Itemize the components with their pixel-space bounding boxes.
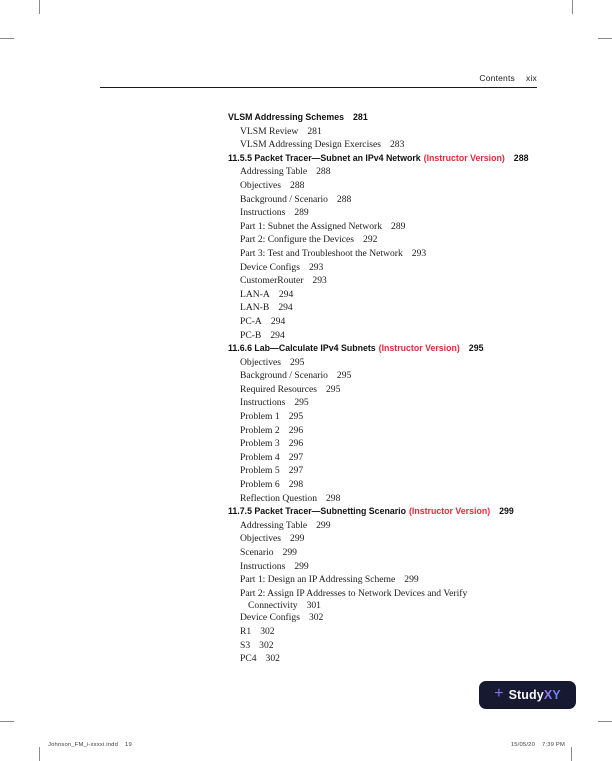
toc-entry xyxy=(228,315,558,329)
toc-entry xyxy=(228,111,558,125)
crop-mark xyxy=(598,721,612,722)
toc-entry xyxy=(228,179,558,193)
toc-entry-title: Addressing Table xyxy=(240,166,308,178)
toc-entry-page: 297 xyxy=(288,451,304,463)
toc-entry-title: Problem 2 xyxy=(240,424,280,436)
toc-entry xyxy=(228,233,558,247)
toc-entry xyxy=(228,611,558,625)
toc-entry-title: Objectives xyxy=(240,533,282,545)
toc-entry-page: 295 xyxy=(294,397,309,409)
toc-entry-page: 294 xyxy=(278,288,294,300)
wordmark-x: X xyxy=(543,688,553,702)
toc-entry xyxy=(228,478,558,492)
footer-slug-right xyxy=(511,742,565,748)
toc-entry-title: Problem 4 xyxy=(240,451,280,463)
toc-entry xyxy=(228,152,558,166)
toc-entry-page: 299 xyxy=(294,560,309,572)
toc-entry xyxy=(228,383,558,397)
toc-entry-title: Part 2: Assign IP Addresses to Network Devices and Verify xyxy=(240,587,468,599)
toc-entry-page: 281 xyxy=(307,125,322,137)
toc-entry xyxy=(228,369,558,383)
toc-entry-title: Part 1: Subnet the Assigned Network xyxy=(240,220,383,232)
instructor-version-label: (Instructor Version) xyxy=(423,152,505,163)
toc-entry-title: R1 xyxy=(240,625,252,637)
toc-entry-title: CustomerRouter xyxy=(240,275,304,287)
toc-entry-title: Reflection Question xyxy=(240,492,317,504)
toc-entry-title: Objectives xyxy=(240,179,282,191)
toc-entry xyxy=(228,625,558,639)
toc-entry-title: Objectives xyxy=(240,356,282,368)
wordmark-y: Y xyxy=(552,688,561,702)
toc-entry xyxy=(228,573,558,587)
toc-entry-title: VLSM Addressing Schemes xyxy=(228,112,345,122)
toc-entry-title: Background / Scenario xyxy=(240,193,328,205)
toc-entry-page: 302 xyxy=(260,625,275,637)
toc-entry xyxy=(228,587,558,612)
toc-entry-page: 298 xyxy=(288,479,304,491)
toc-entry xyxy=(228,652,558,666)
toc-entry-page: 288 xyxy=(316,166,331,178)
toc-entry-page: 294 xyxy=(278,302,293,314)
toc-entry xyxy=(228,424,558,438)
toc-entry-title: 11.5.5 Packet Tracer—Subnet an IPv4 Network xyxy=(228,152,421,163)
footer-page-number: 19 xyxy=(125,742,132,748)
toc-entry-title: Instructions xyxy=(240,397,286,409)
toc-entry-title: Part 2: Configure the Devices xyxy=(240,234,355,246)
toc-entry xyxy=(228,220,558,234)
toc-entry-title: Addressing Table xyxy=(240,519,308,531)
toc-entry-page: 301 xyxy=(306,600,321,612)
toc-entry xyxy=(228,125,558,139)
toc-entry-page: 293 xyxy=(411,247,427,259)
footer-date: 15/05/20 xyxy=(510,742,535,748)
toc-entry-page: 302 xyxy=(265,653,280,665)
toc-entry xyxy=(228,206,558,220)
toc-entry-title: 11.7.5 Packet Tracer—Subnetting Scenario xyxy=(228,506,406,517)
toc-entry xyxy=(228,356,558,370)
toc-entry xyxy=(228,193,558,207)
toc-entry-page: 299 xyxy=(282,547,297,558)
toc-entry-page: 296 xyxy=(288,424,304,436)
crop-mark xyxy=(572,0,573,14)
toc-entry-title: Required Resources xyxy=(240,383,317,395)
footer-filename: Johnson_FM_i-xxxxi.indd xyxy=(48,742,119,748)
toc-entry-page: 299 xyxy=(499,506,514,517)
toc-entry-page: 299 xyxy=(404,574,419,586)
toc-entry-page: 295 xyxy=(326,383,341,395)
toc-entry xyxy=(228,410,558,424)
toc-entry-page: 295 xyxy=(290,356,305,368)
crop-mark xyxy=(571,747,572,761)
toc-entry xyxy=(228,519,558,533)
toc-entry-title: Problem 5 xyxy=(240,465,280,477)
plus-icon: + xyxy=(494,685,504,702)
toc-entry xyxy=(228,342,558,356)
toc-entry-title: LAN-A xyxy=(240,288,270,300)
toc-entry-page: 302 xyxy=(308,612,324,624)
toc-entry-page: 294 xyxy=(270,329,285,341)
toc-entry-page: 292 xyxy=(363,234,378,246)
toc-entry-wrap-line: Connectivity 301 xyxy=(248,600,321,612)
header-rule xyxy=(100,87,537,88)
toc-entry xyxy=(228,261,558,275)
toc-entry-title: Part 1: Design an IP Addressing Scheme xyxy=(240,574,396,586)
toc-entry-title: S3 xyxy=(240,639,251,651)
toc-entry xyxy=(228,560,558,574)
toc-entry-title: PC-A xyxy=(240,315,262,327)
toc-entry-page: 296 xyxy=(288,438,304,450)
wordmark-study: Study xyxy=(508,688,544,702)
toc-entry xyxy=(228,505,558,519)
toc-entry-page: 289 xyxy=(294,207,309,219)
toc-entry-page: 295 xyxy=(288,411,304,423)
running-header-folio: xix xyxy=(526,73,537,83)
studyxy-wordmark xyxy=(509,688,561,702)
toc-entry-page: 294 xyxy=(270,315,286,327)
toc-entry-page: 295 xyxy=(336,370,352,382)
toc-entry-page: 281 xyxy=(353,112,368,122)
crop-mark xyxy=(0,721,14,722)
instructor-version-label: (Instructor Version) xyxy=(378,343,460,354)
toc-entry xyxy=(228,301,558,315)
toc-entry-title: Problem 6 xyxy=(240,479,280,491)
crop-mark xyxy=(39,0,40,14)
toc-entry-title: Problem 3 xyxy=(240,438,280,450)
toc-entry xyxy=(228,492,558,506)
toc-entry xyxy=(228,247,558,261)
footer-slug-left xyxy=(48,742,132,748)
toc-entry xyxy=(228,138,558,152)
toc-entry-page: 288 xyxy=(513,152,529,163)
toc-entry-page: 288 xyxy=(336,193,352,205)
toc-entry xyxy=(228,396,558,410)
toc-entry xyxy=(228,532,558,546)
toc-entry-page: 293 xyxy=(308,261,324,273)
table-of-contents xyxy=(228,111,558,666)
toc-entry xyxy=(228,451,558,465)
toc-entry-title: VLSM Review xyxy=(240,125,299,137)
toc-entry-title: 11.6.6 Lab—Calculate IPv4 Subnets xyxy=(228,343,376,354)
toc-entry-title: Part 3: Test and Troubleshoot the Network xyxy=(240,247,403,259)
toc-entry-title: Instructions xyxy=(240,560,286,572)
running-header xyxy=(479,73,537,83)
toc-entry xyxy=(228,437,558,451)
running-header-section: Contents xyxy=(479,73,515,83)
crop-mark xyxy=(598,38,612,39)
toc-entry-page: 288 xyxy=(290,179,305,191)
toc-entry-title: LAN-B xyxy=(240,302,270,314)
crop-mark xyxy=(39,747,40,761)
toc-entry-page: 289 xyxy=(391,220,406,232)
toc-entry-page: 293 xyxy=(312,275,327,287)
toc-entry-page: 297 xyxy=(288,465,304,477)
toc-entry xyxy=(228,165,558,179)
toc-entry xyxy=(228,639,558,653)
studyxy-logo xyxy=(479,681,576,709)
toc-entry-title: Background / Scenario xyxy=(240,370,328,382)
toc-entry-title: Instructions xyxy=(240,207,286,219)
crop-mark xyxy=(0,38,14,39)
toc-entry xyxy=(228,329,558,343)
instructor-version-label: (Instructor Version) xyxy=(408,506,491,517)
toc-entry xyxy=(228,274,558,288)
toc-entry xyxy=(228,464,558,478)
toc-entry xyxy=(228,288,558,302)
toc-entry-page: 295 xyxy=(468,343,484,354)
toc-entry-title: PC-B xyxy=(240,329,262,341)
toc-entry-page: 299 xyxy=(290,533,305,545)
footer-time: 7:39 PM xyxy=(542,742,565,748)
toc-entry-page: 299 xyxy=(316,519,331,531)
toc-entry-page: 298 xyxy=(326,492,341,504)
toc-entry-title: Device Configs xyxy=(240,612,300,624)
toc-entry-page: 302 xyxy=(259,639,274,651)
toc-entry-page: 283 xyxy=(389,139,405,151)
toc-entry-title: Scenario xyxy=(240,547,274,558)
toc-entry-title: Problem 1 xyxy=(240,411,280,423)
toc-entry-title: PC4 xyxy=(240,653,257,665)
toc-entry-title: Device Configs xyxy=(240,261,300,273)
toc-entry xyxy=(228,546,558,560)
toc-entry-title: VLSM Addressing Design Exercises xyxy=(240,139,381,151)
